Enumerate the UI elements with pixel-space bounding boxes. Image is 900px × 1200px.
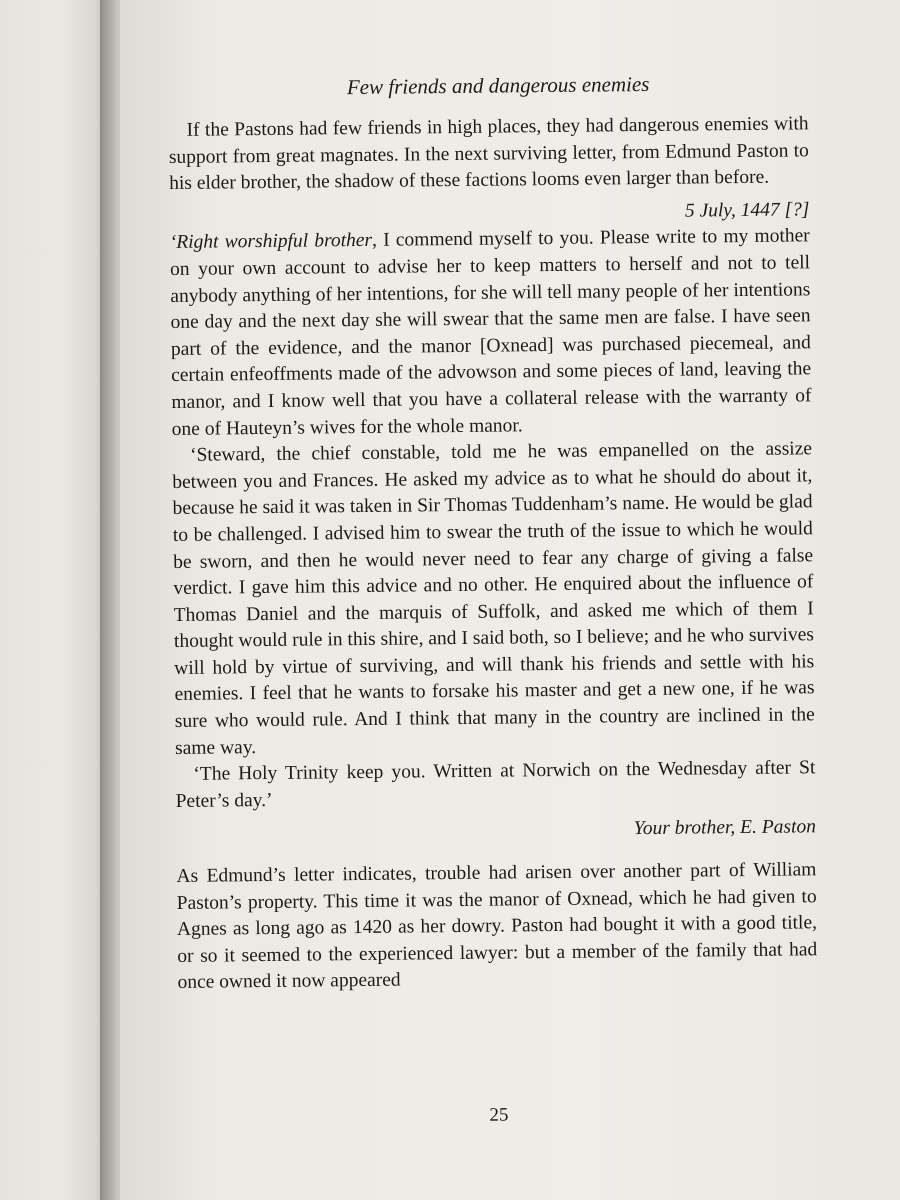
letter-paragraph-2: ‘Steward, the chief constable, told me he was empanelled on the assize between you and Frances. He asked my advice as to what he should do about it, because he said it was taken in Sir Thomas Tuddenham’s name. He would be glad to be challenged. I advised him to swear the truth of the issue to which he would be sworn, and then he would never need to fear any charge of giving a false verdict. I gave him this advice and no other. He enquired about the influence of Thomas Daniel and the marquis of Suffolk, and asked me which of them I thought would rule in this shire, and I said both, so I believe; and he who survives will hold by virtue of surviving, and will thank his friends and settle with his enemies. I feel that he wants to forsake his master and get a new one, if he was sure who would rule. And I think that many in the country are inclined in the same way. bbox=[172, 438, 815, 759]
left-page-line-fragment bbox=[0, 300, 39, 366]
letter-paragraph-1 bbox=[170, 224, 812, 443]
intro-paragraph: If the Pastons had few friends in high places, they had dangerous enemies with support from great magnates. In the next surviving letter, from Edmund Paston to his elder brother, the shadow of these factions looms even larger than before. bbox=[168, 113, 809, 195]
right-page bbox=[120, 0, 900, 1200]
letter-salutation: ‘Right worshipful brother bbox=[169, 230, 373, 254]
letter-dateline: 5 July, 1447 [?] bbox=[684, 199, 810, 222]
closing-paragraph: As Edmund’s letter indicates, trouble had arisen over another part of William Paston’s property. This time it was the manor of Oxnead, which he had given to Agnes as long ago as 1420 as her dowry. Paston had bought it with a good title, or so it seemed to the experienced lawyer: but a member of the family that had once owned it now appeared bbox=[176, 859, 818, 994]
letter-signature: Your brother, E. Paston bbox=[633, 816, 817, 840]
left-facing-page bbox=[0, 0, 110, 1200]
letter-paragraph-1-body: , I commend myself to you. Please write to my mother on your own account to advise her to keep matters to herself and not to tell anybody anything of her intentions, for she will tell many people of her intentions one day and the next day she will swear that the same men are false. I have seen part of the evidence, and the manor [Oxnead] was purchased piecemeal, and certain enfeoffments made of the advowson and some pieces of land, leaving the manor, and I know well that you have a collateral release with the warranty of one of Hauteyn’s wives for the whole manor. bbox=[169, 225, 812, 440]
left-page-line-fragment bbox=[0, 18, 37, 66]
letter-paragraph-3: ‘The Holy Trinity keep you. Written at Norwich on the Wednesday after St Peter’s day.’ bbox=[175, 757, 816, 812]
page-text-block bbox=[168, 65, 818, 1126]
running-head: Few friends and dangerous enemies bbox=[346, 71, 650, 100]
page-number: 25 bbox=[489, 1104, 509, 1126]
